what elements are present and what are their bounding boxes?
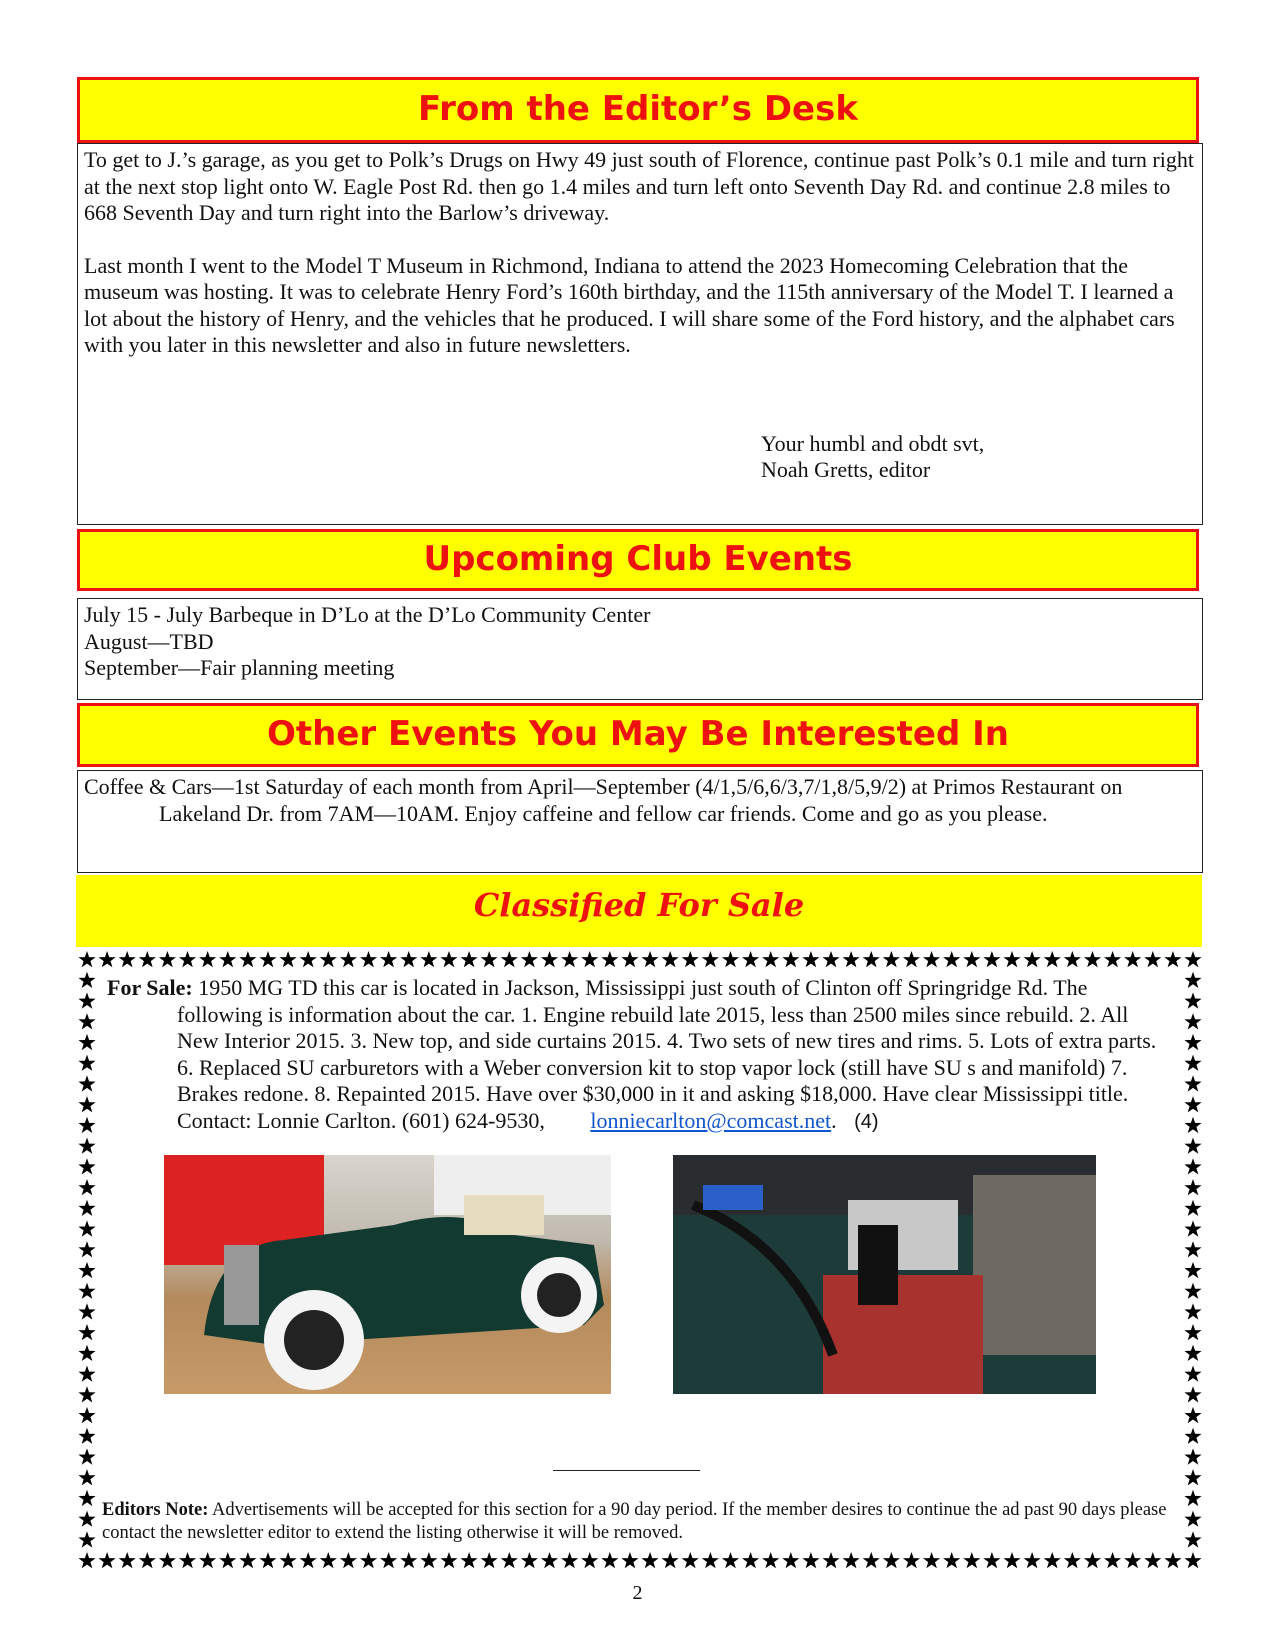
star-icon [682,1552,699,1568]
star-icon [943,951,960,967]
star-icon [782,1552,799,1568]
star-icon [561,951,578,967]
star-icon [521,1552,538,1568]
star-icon [1124,951,1141,967]
star-icon [78,1386,95,1402]
star-icon [782,951,799,967]
star-icon [1104,951,1121,967]
star-icon [481,951,498,967]
star-icon [78,1324,95,1340]
star-icon [1184,1448,1201,1464]
star-icon [1184,1469,1201,1485]
club-events-body [77,598,1203,700]
star-icon [139,951,156,967]
period: . [831,1107,837,1133]
star-icon [1184,1158,1201,1174]
star-icon [742,1552,759,1568]
editors-note [102,1499,1177,1545]
star-icon [1044,1552,1061,1568]
star-icon [199,951,216,967]
star-icon [843,951,860,967]
for-sale-label: For Sale: [107,975,193,1000]
star-icon [78,992,95,1008]
star-icon [1124,1552,1141,1568]
editors-note-label: Editors Note: [102,1500,209,1520]
star-icon [823,951,840,967]
star-icon [1044,951,1061,967]
star-icon [1184,1531,1201,1547]
star-icon [219,951,236,967]
star-icon [320,1552,337,1568]
other-events-header: Other Events You May Be Interested In [77,703,1199,767]
star-icon [380,1552,397,1568]
club-events-header: Upcoming Club Events [77,529,1199,591]
mg-td-car-photo [164,1155,611,1394]
other-events-body [77,770,1203,873]
star-icon [1084,951,1101,967]
star-icon [1184,1303,1201,1319]
star-icon [461,951,478,967]
star-icon [78,1511,95,1527]
star-icon [420,951,437,967]
star-icon [78,1303,95,1319]
star-icon [1184,1241,1201,1257]
star-icon [662,1552,679,1568]
star-icon [320,951,337,967]
star-icon [78,1241,95,1257]
star-icon [78,1448,95,1464]
editor-header: From the Editor’s Desk [77,77,1199,143]
star-icon [1184,1138,1201,1154]
star-icon [219,1552,236,1568]
star-icon [702,951,719,967]
star-icon [1004,951,1021,967]
star-icon [78,1138,95,1154]
star-icon [300,951,317,967]
star-icon [983,951,1000,967]
star-icon [78,1469,95,1485]
classified-header: Classified For Sale [76,875,1202,947]
star-icon [280,951,297,967]
star-icon [1024,1552,1041,1568]
star-icon [360,1552,377,1568]
star-icon [1184,992,1201,1008]
star-icon [1004,1552,1021,1568]
page-number: 2 [632,1582,643,1604]
star-icon [1184,1117,1201,1133]
star-icon [1184,1055,1201,1071]
star-icon [903,951,920,967]
star-icon [119,1552,136,1568]
star-icon [742,951,759,967]
star-icon [1184,1428,1201,1444]
star-icon [983,1552,1000,1568]
star-icon [78,1366,95,1382]
star-icon [762,1552,779,1568]
star-icon [601,1552,618,1568]
star-icon [259,1552,276,1568]
star-icon [400,951,417,967]
star-icon [1164,951,1181,967]
star-icon [199,1552,216,1568]
star-icon [400,1552,417,1568]
star-icon [923,1552,940,1568]
listing-ref: (4) [854,1110,879,1133]
star-icon [139,1552,156,1568]
star-icon [420,1552,437,1568]
star-icon [159,951,176,967]
star-icon [722,1552,739,1568]
signature-line-1: Your humbl and obdt svt, [761,430,985,456]
star-icon [923,951,940,967]
star-icon [159,1552,176,1568]
star-icon [461,1552,478,1568]
star-icon [78,1075,95,1091]
for-sale-listing [107,975,1167,1135]
editor-body [77,143,1203,525]
star-icon [722,951,739,967]
event-item: July 15 - July Barbeque in D’Lo at the D’Lo Community Center [84,602,651,627]
star-icon [802,951,819,967]
classified-content [107,975,1167,1394]
star-icon [78,1407,95,1423]
star-icon [662,951,679,967]
star-icon [179,951,196,967]
star-icon [561,1552,578,1568]
star-icon [883,951,900,967]
star-icon [380,951,397,967]
engine-bay-photo [673,1155,1096,1394]
star-icon [581,951,598,967]
star-icon [1184,1096,1201,1112]
star-icon [481,1552,498,1568]
star-icon [1104,1552,1121,1568]
star-icon [642,1552,659,1568]
signature-line-2: Noah Gretts, editor [761,457,931,482]
star-icon [1144,1552,1161,1568]
star-icon [78,1531,95,1547]
star-icon [78,1179,95,1195]
star-icon [1064,1552,1081,1568]
star-icon [340,1552,357,1568]
star-icon [1184,1283,1201,1299]
star-icon [1184,1324,1201,1340]
star-icon [1184,1490,1201,1506]
star-icon [601,951,618,967]
star-icon [78,1552,95,1568]
star-icon [78,1034,95,1050]
star-icon [963,1552,980,1568]
star-icon [1184,1034,1201,1050]
star-icon [78,1262,95,1278]
star-icon [78,1490,95,1506]
star-icon [78,951,95,967]
star-icon [78,1200,95,1216]
star-icon [78,1117,95,1133]
divider-line [553,1470,700,1471]
star-icon [943,1552,960,1568]
star-icon [360,951,377,967]
star-icon [1084,1552,1101,1568]
star-icon [903,1552,920,1568]
star-icon [863,1552,880,1568]
star-icon [621,951,638,967]
star-icon [963,951,980,967]
star-icon [1184,951,1201,967]
star-icon [702,1552,719,1568]
star-icon [99,951,116,967]
star-icon [1184,1220,1201,1236]
star-icon [1024,951,1041,967]
star-icon [179,1552,196,1568]
star-icon [239,1552,256,1568]
star-icon [621,1552,638,1568]
editor-paragraph-1: To get to J.’s garage, as you get to Polk’s Drugs on Hwy 49 just south of Florence, continue past Polk’s 0.1 mile and turn right at the next stop light onto W. Eagle Post Rd. then go 1.4 miles and turn left onto Seventh Day Rd. and continue 2.8 miles to 668 Seventh Day and turn right into the Barlow’s driveway. [84,147,1194,225]
star-icon [541,951,558,967]
star-icon [1184,972,1201,988]
star-icon [1064,951,1081,967]
star-icon [823,1552,840,1568]
star-icon [682,951,699,967]
star-icon [1184,1262,1201,1278]
star-icon [78,1220,95,1236]
star-icon [1184,1407,1201,1423]
event-item: August—TBD [84,628,214,654]
editors-note-text: Advertisements will be accepted for this section for a 90 day period. If the member desires to continue the ad past 90 days please contact the newsletter editor to extend the listing otherwise it will be removed. [102,1500,1167,1543]
star-icon [78,1428,95,1444]
star-icon [300,1552,317,1568]
star-icon [802,1552,819,1568]
star-icon [541,1552,558,1568]
star-icon [78,1158,95,1174]
star-icon [863,951,880,967]
star-icon [843,1552,860,1568]
star-icon [99,1552,116,1568]
star-icon [521,951,538,967]
star-icon [280,1552,297,1568]
star-icon [78,1055,95,1071]
star-icon [239,951,256,967]
editor-paragraph-2: Last month I went to the Model T Museum in Richmond, Indiana to attend the 2023 Homecoming Celebration that the museum was hosting. It was to celebrate Henry Ford’s 160th birthday, and the 115th anniversary of the Model T. I learned a lot about the history of Henry, and the vehicles that he produced. I will share some of the Ford history, and the alphabet cars with you later in this newsletter and also in future newsletters. [84,252,1175,357]
star-icon [78,1283,95,1299]
star-icon [1184,1200,1201,1216]
star-icon [1184,1179,1201,1195]
star-icon [501,951,518,967]
star-icon [78,1096,95,1112]
star-icon [883,1552,900,1568]
star-icon [1184,1386,1201,1402]
listing-text: 1950 MG TD this car is located in Jackson, Mississippi just south of Clinton off Springridge Rd. The following is information about the car. 1. Engine rebuild late 2015, less than 2500 miles since rebuild. 2. All New Interior 2015. 3. New top, and side curtains 2015. 4. Two sets of new tires and rims. 5. Lots of extra parts. 6. Replaced SU carburetors with a Weber conversion kit to stop vapor lock (still have SU s and manifold) 7. Brakes redone. 8. Repainted 2015. Have over $30,000 in it and asking $18,000. Have clear Mississippi title. Contact: Lonnie Carlton. (601) 624-9530, [177,975,1157,1133]
star-icon [1164,1552,1181,1568]
star-icon [259,951,276,967]
star-icon [78,1345,95,1361]
star-icon [340,951,357,967]
coffee-cars-event: Coffee & Cars—1st Saturday of each month from April—September (4/1,5/6,6/3,7/1,8/5,9/2) at Primos Restaurant on Lakeland Dr. from 7AM—10AM. Enjoy caffeine and fellow car friends. Come and go as you please. [84,774,1123,826]
star-icon [78,1013,95,1029]
star-icon [762,951,779,967]
star-icon [1184,1511,1201,1527]
star-icon [78,972,95,988]
star-icon [1184,1345,1201,1361]
star-icon [581,1552,598,1568]
star-icon [440,1552,457,1568]
email-link[interactable]: lonniecarlton@comcast.net [590,1107,832,1133]
star-icon [501,1552,518,1568]
event-item: September—Fair planning meeting [84,655,395,680]
star-icon [1184,1366,1201,1382]
star-icon [440,951,457,967]
star-icon [1184,1013,1201,1029]
star-icon [1184,1552,1201,1568]
star-icon [119,951,136,967]
star-icon [642,951,659,967]
star-icon [1184,1075,1201,1091]
star-icon [1144,951,1161,967]
